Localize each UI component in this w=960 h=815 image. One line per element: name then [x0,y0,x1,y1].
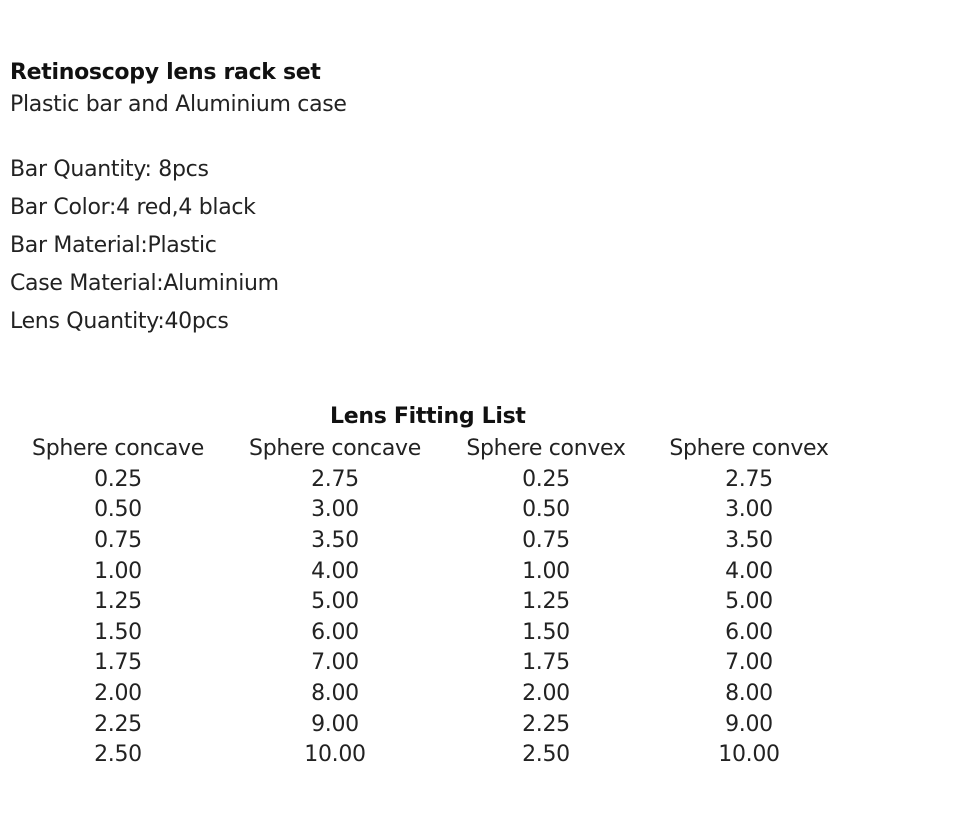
fitting-list-table [20,434,860,771]
table-cell: 10.00 [304,742,366,768]
table-row [20,709,860,740]
table-cell: 9.00 [725,711,773,737]
table-cell: 8.00 [725,681,773,707]
spec-bar-color: Bar Color:4 red,4 black [10,195,256,220]
table-row [20,526,860,557]
table-row [20,556,860,587]
table-cell: 0.25 [94,466,142,492]
fitting-list-header [20,434,860,465]
header-row [20,434,860,465]
column-header: Sphere concave [32,436,204,462]
spec-list [10,154,279,344]
table-cell: 4.00 [725,558,773,584]
table-cell: 0.25 [522,466,570,492]
table-cell: 10.00 [718,742,780,768]
table-cell: 9.00 [311,711,359,737]
table-cell: 1.75 [522,650,570,676]
table-row [20,740,860,771]
table-cell: 1.50 [94,619,142,645]
table-row [20,679,860,710]
table-cell: 4.00 [311,558,359,584]
table-row [20,648,860,679]
table-cell: 0.50 [94,497,142,523]
table-cell: 7.00 [725,650,773,676]
column-header: Sphere convex [669,436,829,462]
spec-lens-quantity: Lens Quantity:40pcs [10,309,229,334]
column-header: Sphere concave [249,436,421,462]
table-cell: 2.25 [522,711,570,737]
table-cell: 6.00 [725,619,773,645]
table-cell: 1.75 [94,650,142,676]
table-cell: 2.75 [311,466,359,492]
table-cell: 0.50 [522,497,570,523]
table-cell: 2.00 [522,681,570,707]
table-cell: 1.25 [94,589,142,615]
table-cell: 0.75 [94,528,142,554]
table-cell: 1.50 [522,619,570,645]
table-cell: 5.00 [311,589,359,615]
table-cell: 2.00 [94,681,142,707]
table-cell: 2.75 [725,466,773,492]
product-subtitle: Plastic bar and Aluminium case [10,92,347,117]
table-row [20,618,860,649]
spec-bar-quantity: Bar Quantity: 8pcs [10,157,209,182]
table-cell: 1.25 [522,589,570,615]
table-cell: 0.75 [522,528,570,554]
table-cell: 1.00 [94,558,142,584]
table-cell: 3.00 [725,497,773,523]
table-cell: 6.00 [311,619,359,645]
table-cell: 3.50 [725,528,773,554]
table-cell: 2.25 [94,711,142,737]
table-row [20,495,860,526]
table-cell: 1.00 [522,558,570,584]
table-cell: 2.50 [522,742,570,768]
table-row [20,465,860,496]
table-cell: 8.00 [311,681,359,707]
spec-case-material: Case Material:Aluminium [10,271,279,296]
table-row [20,587,860,618]
column-header: Sphere convex [466,436,626,462]
product-title: Retinoscopy lens rack set [10,60,321,85]
table-cell: 3.00 [311,497,359,523]
table-cell: 7.00 [311,650,359,676]
table-cell: 3.50 [311,528,359,554]
spec-bar-material: Bar Material:Plastic [10,233,217,258]
fitting-list-title: Lens Fitting List [330,404,526,429]
fitting-list-body [20,465,860,771]
table-cell: 5.00 [725,589,773,615]
table-cell: 2.50 [94,742,142,768]
